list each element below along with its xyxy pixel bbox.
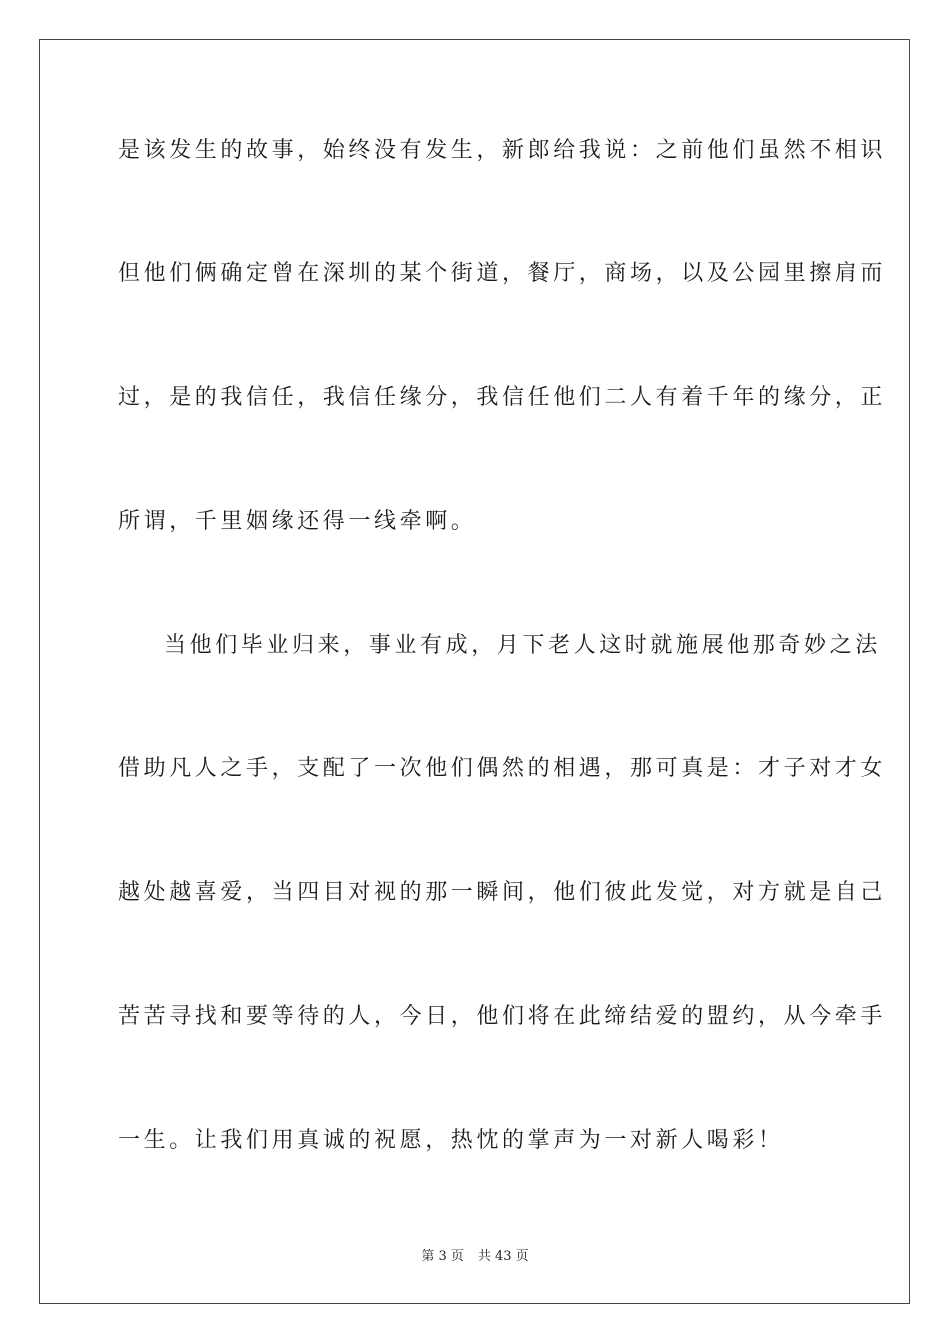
body-text-line: 是该发生的故事，始终没有发生，新郎给我说：之前他们虽然不相识 [118, 138, 887, 163]
body-text-line: 越处越喜爱，当四目对视的那一瞬间，他们彼此发觉，对方就是自己 [118, 880, 887, 905]
page-number: 第 3 页 [421, 1249, 464, 1264]
body-text-line: 一生。让我们用真诚的祝愿，热忱的掌声为一对新人喝彩！ [118, 1128, 784, 1153]
total-pages: 共 43 页 [477, 1249, 529, 1264]
page-border [39, 39, 910, 1304]
body-text-line: 借助凡人之手，支配了一次他们偶然的相遇，那可真是：才子对才女 [118, 756, 887, 781]
page-footer [0, 1248, 950, 1266]
body-text-line: 苦苦寻找和要等待的人，今日，他们将在此缔结爱的盟约，从今牵手 [118, 1004, 887, 1029]
body-text-line: 所谓，千里姻缘还得一线牵啊。 [118, 509, 477, 534]
paragraph-start-line: 当他们毕业归来，事业有成，月下老人这时就施展他那奇妙之法 [164, 633, 881, 658]
body-text-line: 但他们俩确定曾在深圳的某个街道，餐厅，商场，以及公园里擦肩而 [118, 261, 887, 286]
body-text-line: 过，是的我信任，我信任缘分，我信任他们二人有着千年的缘分，正 [118, 385, 887, 410]
